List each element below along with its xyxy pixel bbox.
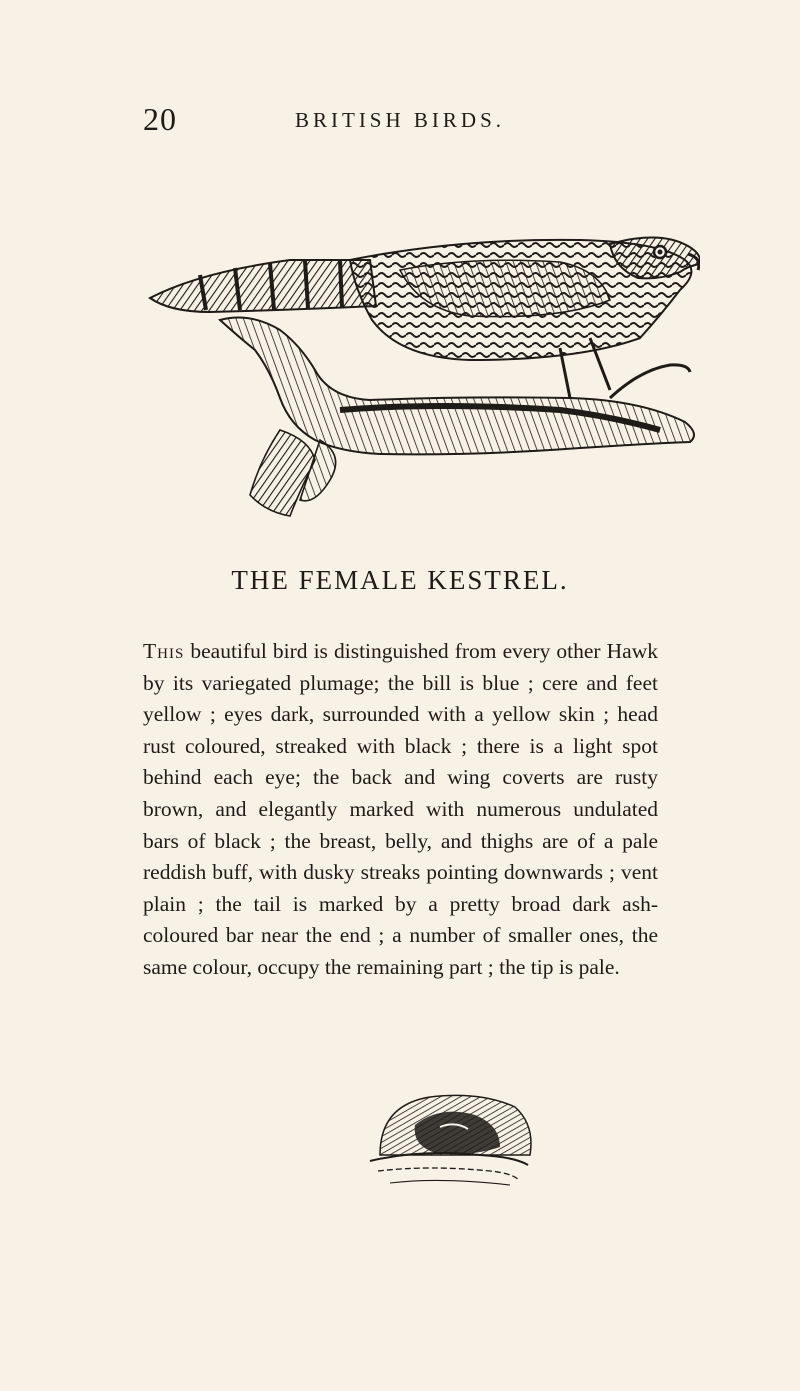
description-paragraph xyxy=(143,636,658,984)
kestrel-on-branch-woodcut-icon xyxy=(140,220,700,540)
page-number: 20 xyxy=(143,101,177,137)
running-head: BRITISH BIRDS. xyxy=(294,108,506,132)
paragraph-first-word: This xyxy=(143,639,185,663)
plate-title: THE FEMALE KESTREL. xyxy=(231,565,569,595)
sleeping-cat-vignette-icon xyxy=(360,1085,540,1195)
kestrel-illustration xyxy=(140,220,700,540)
tailpiece-vignette xyxy=(360,1085,540,1195)
paragraph-text: beautiful bird is distinguished from every other Hawk by its variegated plumage; the bill is blue ; cere and feet yellow ; eyes dark, surrounded with a yellow skin ; head rust coloured, streaked with black ; there is a light spot behind each eye; the back and wing coverts are rusty brown, and elegantly marked with numerous undulated bars of black ; the breast, belly, and thighs are of a pale reddish buff, with dusky streaks pointing downwards ; vent plain ; the tail is marked by a pretty broad dark ash-coloured bar near the end ; a number of smaller ones, the same colour, occupy the remaining part ; the tip is pale. xyxy=(143,639,658,979)
